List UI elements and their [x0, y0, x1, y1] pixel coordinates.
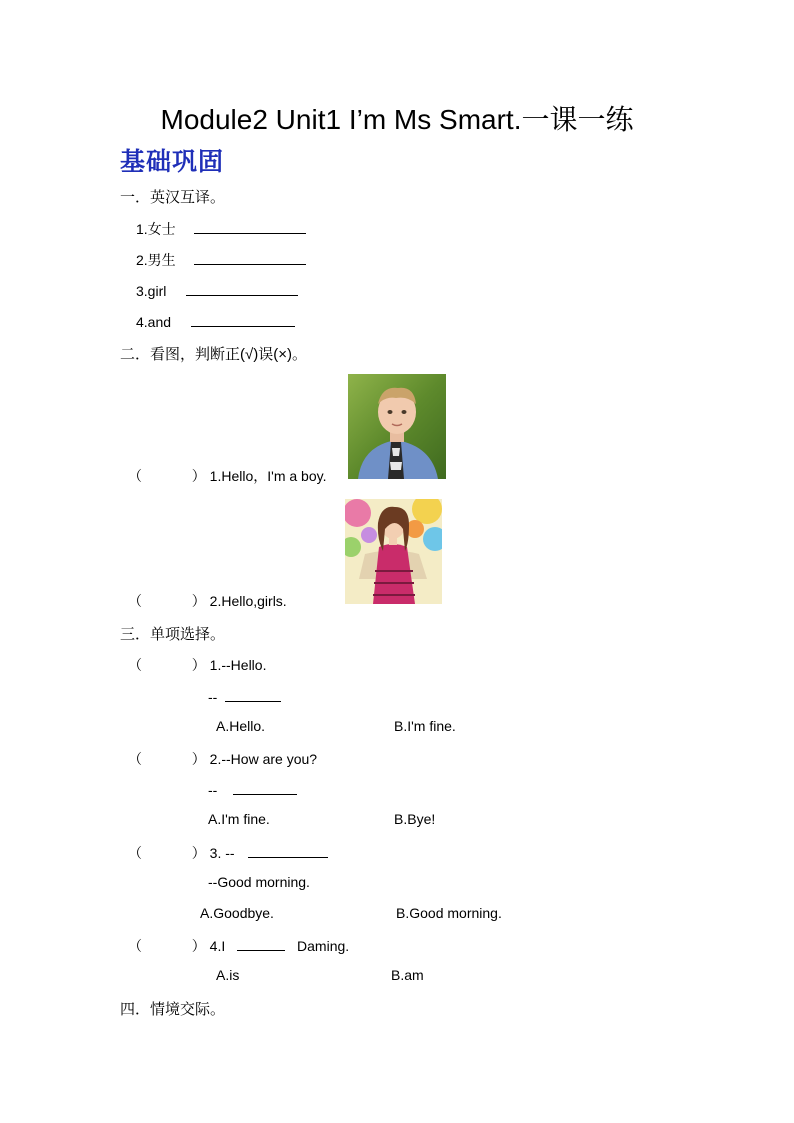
page-title: Module2 Unit1 I’m Ms Smart.一课一练: [160, 104, 634, 135]
s1-item-1: [136, 219, 306, 239]
s1-item-1-text: 1.女士: [136, 221, 176, 237]
s3-q1-option-b[interactable]: B.I'm fine.: [394, 718, 456, 734]
answer-paren-close: ）: [191, 845, 206, 861]
s1-item-3: [136, 281, 298, 299]
answer-paren-close: ）: [191, 593, 206, 609]
answer-blank[interactable]: [191, 312, 295, 327]
answer-blank[interactable]: [248, 843, 328, 858]
answer-paren-open: （: [128, 593, 142, 609]
girl-photo: [345, 499, 442, 604]
s2-item-2-text: 2.Hello,girls.: [209, 593, 287, 609]
answer-paren-open: （: [128, 468, 142, 484]
s3-q4-text-after: Daming.: [297, 938, 350, 954]
section-3-heading: 三．单项选择。: [120, 626, 226, 643]
s3-q4-option-a[interactable]: A.is: [216, 967, 240, 983]
answer-blank[interactable]: [186, 281, 298, 296]
s3-q4-text-before: 4.I: [209, 938, 226, 954]
s3-question-1: [128, 655, 266, 675]
s3-question-2: [128, 749, 317, 769]
s3-q1-option-a[interactable]: A.Hello.: [216, 718, 266, 734]
s3-q1-text: 1.--Hello.: [209, 657, 267, 673]
s1-item-2: [136, 250, 306, 270]
answer-blank[interactable]: [194, 250, 306, 265]
s3-q3-option-b[interactable]: B.Good morning.: [396, 905, 502, 921]
boy-photo: [348, 374, 446, 479]
answer-paren-open: （: [128, 938, 142, 954]
answer-paren-open: （: [128, 751, 142, 767]
answer-paren-open: （: [128, 657, 142, 673]
section-2-heading: 二．看图，判断正(√)误(×)。: [120, 346, 307, 363]
s1-item-3-text: 3.girl: [136, 283, 167, 299]
s1-item-4: [136, 312, 295, 330]
s3-q2-reply: [208, 780, 297, 798]
s3-q2-option-a[interactable]: A.I'm fine.: [208, 811, 270, 827]
section-1-heading: 一．英汉互译。: [120, 189, 226, 206]
answer-blank[interactable]: [233, 780, 297, 795]
answer-paren-close: ）: [191, 657, 206, 673]
s3-q3-option-a[interactable]: A.Goodbye.: [200, 905, 274, 921]
reply-prefix: --: [208, 689, 218, 705]
s3-q1-reply: [208, 687, 281, 705]
s1-item-2-text: 2.男生: [136, 252, 176, 268]
answer-paren-close: ）: [191, 751, 206, 767]
s2-item-1-text: 1.Hello，I'm a boy.: [209, 468, 327, 484]
reply-prefix: --: [208, 782, 218, 798]
s3-question-4: [128, 936, 349, 956]
s1-item-4-text: 4.and: [136, 314, 172, 330]
answer-blank[interactable]: [237, 936, 285, 951]
section-4-heading: 四．情境交际。: [120, 1001, 226, 1018]
answer-blank[interactable]: [194, 219, 306, 234]
s3-q2-text: 2.--How are you?: [209, 751, 318, 767]
answer-paren-open: （: [128, 845, 142, 861]
s3-q2-option-b[interactable]: B.Bye!: [394, 811, 436, 827]
s3-question-3: [128, 843, 328, 863]
s3-q3-text: 3. --: [209, 845, 235, 861]
answer-paren-close: ）: [191, 468, 206, 484]
s3-q3-reply: --Good morning.: [208, 874, 310, 890]
s2-item-1: [128, 466, 326, 486]
s3-q4-option-b[interactable]: B.am: [391, 967, 424, 983]
s2-item-2: [128, 591, 287, 611]
answer-blank[interactable]: [225, 687, 281, 702]
section-subtitle: 基础巩固: [120, 148, 225, 176]
answer-paren-close: ）: [191, 938, 206, 954]
